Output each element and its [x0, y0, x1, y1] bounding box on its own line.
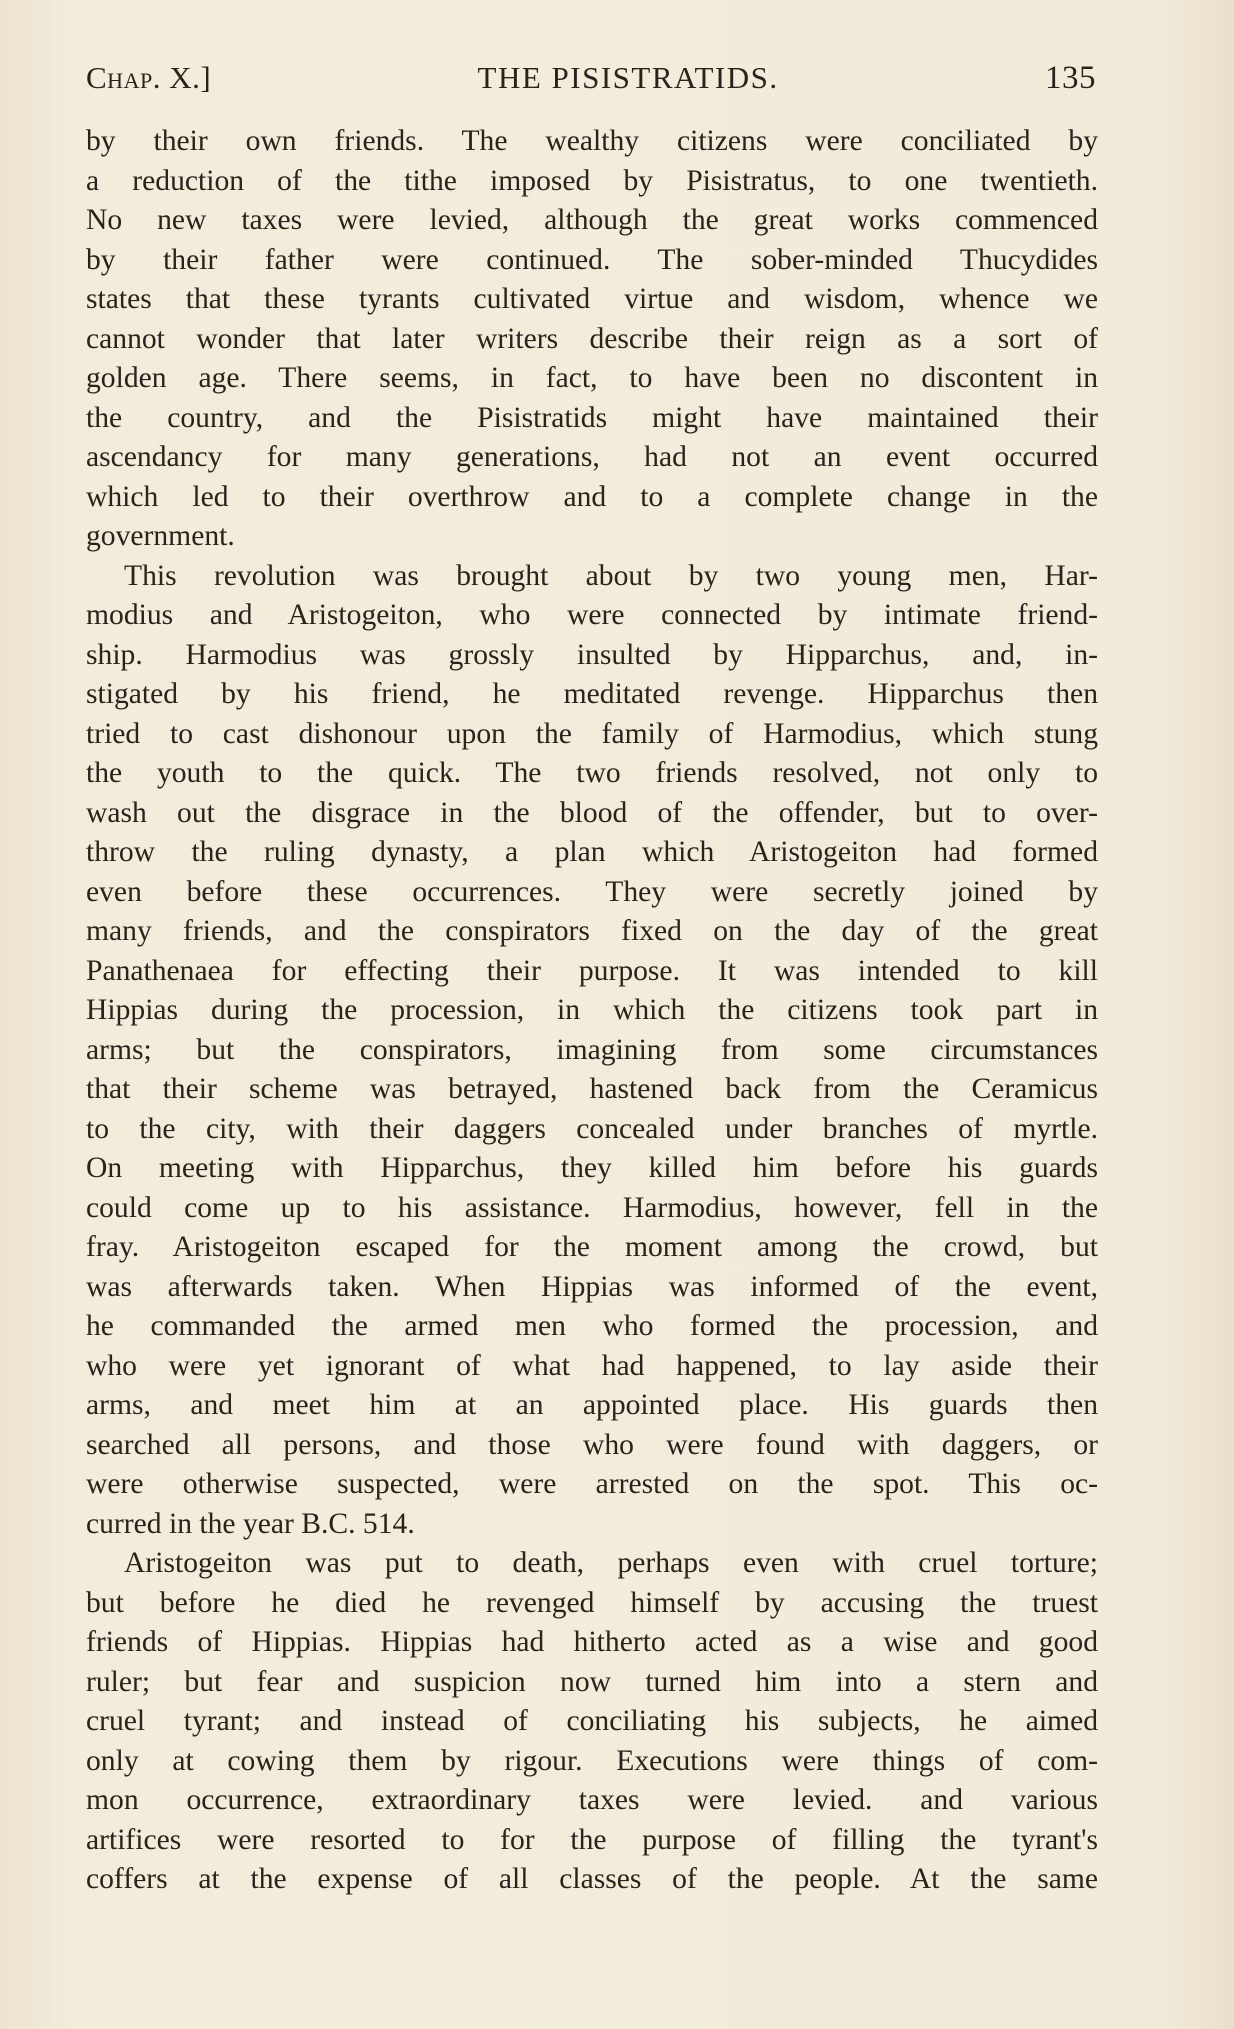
running-header	[86, 60, 1096, 112]
text-line: searched all persons, and those who were found with daggers, or	[86, 1428, 1098, 1461]
text-line: who were yet ignorant of what had happened, to lay aside their	[86, 1349, 1098, 1382]
text-line: Hippias during the procession, in which the citizens took part in	[86, 994, 1098, 1026]
running-title: THE PISISTRATIDS.	[477, 60, 779, 95]
text-line: tried to cast dishonour upon the family of Harmodius, which stung	[86, 717, 1098, 750]
text-line: arms, and meet him at an appointed place. His guards then	[86, 1389, 1098, 1421]
text-line: many friends, and the conspirators fixed on the day of the great	[86, 915, 1098, 947]
text-line: fray. Aristogeiton escaped for the moment among the crowd, but	[86, 1231, 1098, 1263]
text-line: only at cowing them by rigour. Executions were things of com-	[86, 1744, 1098, 1777]
text-line: but before he died he revenged himself by accusing the truest	[86, 1586, 1098, 1619]
text-line: could come up to his assistance. Harmodius, however, fell in the	[86, 1191, 1098, 1224]
paragraph	[86, 557, 1098, 1545]
text-line: wash out the disgrace in the blood of the offender, but to over-	[86, 796, 1098, 829]
text-line: ruler; but fear and suspicion now turned him into a stern and	[86, 1665, 1098, 1698]
text-line: even before these occurrences. They were secretly joined by	[86, 875, 1098, 908]
text-line: ascendancy for many generations, had not an event occurred	[86, 441, 1098, 473]
text-line: curred in the year B.C. 514.	[86, 1507, 415, 1540]
text-line: throw the ruling dynasty, a plan which Aristogeiton had formed	[86, 836, 1098, 868]
text-line: This revolution was brought about by two young men, Har-	[124, 559, 1098, 592]
text-line: a reduction of the tithe imposed by Pisistratus, to one twentieth.	[86, 164, 1098, 197]
text-line: the youth to the quick. The two friends resolved, not only to	[86, 757, 1098, 789]
text-line: government.	[86, 520, 235, 552]
text-line: stigated by his friend, he meditated revenge. Hipparchus then	[86, 678, 1098, 710]
text-line: that their scheme was betrayed, hastened back from the Ceramicus	[86, 1073, 1098, 1105]
text-line: coffers at the expense of all classes of the people. At the same	[86, 1863, 1098, 1895]
chapter-label: Chap. X.]	[86, 60, 212, 95]
text-line: were otherwise suspected, were arrested on the spot. This oc-	[86, 1468, 1098, 1500]
text-line: Panathenaea for effecting their purpose. It was intended to kill	[86, 954, 1098, 987]
text-line: cruel tyrant; and instead of conciliating his subjects, he aimed	[86, 1705, 1098, 1737]
text-line: states that these tyrants cultivated virtue and wisdom, whence we	[86, 283, 1098, 315]
text-line: he commanded the armed men who formed the procession, and	[86, 1310, 1098, 1342]
text-line: by their own friends. The wealthy citizens were conciliated by	[86, 125, 1098, 157]
text-line: was afterwards taken. When Hippias was informed of the event,	[86, 1270, 1098, 1303]
text-line: Aristogeiton was put to death, perhaps even with cruel torture;	[124, 1547, 1098, 1579]
text-line: by their father were continued. The sober-minded Thucydides	[86, 243, 1098, 276]
text-line: arms; but the conspirators, imagining from some circumstances	[86, 1033, 1098, 1066]
text-line: the country, and the Pisistratids might have maintained their	[86, 401, 1098, 434]
text-line: friends of Hippias. Hippias had hitherto acted as a wise and good	[86, 1626, 1098, 1658]
paragraph	[86, 1544, 1098, 1900]
body-text	[86, 122, 1098, 1900]
text-line: golden age. There seems, in fact, to have been no discontent in	[86, 362, 1098, 394]
page-number: 135	[1045, 60, 1096, 96]
text-line: cannot wonder that later writers describe their reign as a sort of	[86, 322, 1098, 355]
text-line: to the city, with their daggers concealed under branches of myrtle.	[86, 1112, 1098, 1145]
text-line: artifices were resorted to for the purpose of filling the tyrant's	[86, 1823, 1098, 1856]
paragraph	[86, 122, 1098, 557]
text-line: mon occurrence, extraordinary taxes were levied. and various	[86, 1784, 1098, 1816]
text-line: which led to their overthrow and to a complete change in the	[86, 480, 1098, 513]
text-line: modius and Aristogeiton, who were connected by intimate friend-	[86, 599, 1098, 631]
text-line: ship. Harmodius was grossly insulted by Hipparchus, and, in-	[86, 638, 1098, 671]
text-line: No new taxes were levied, although the great works commenced	[86, 204, 1098, 236]
text-line: On meeting with Hipparchus, they killed him before his guards	[86, 1152, 1098, 1184]
